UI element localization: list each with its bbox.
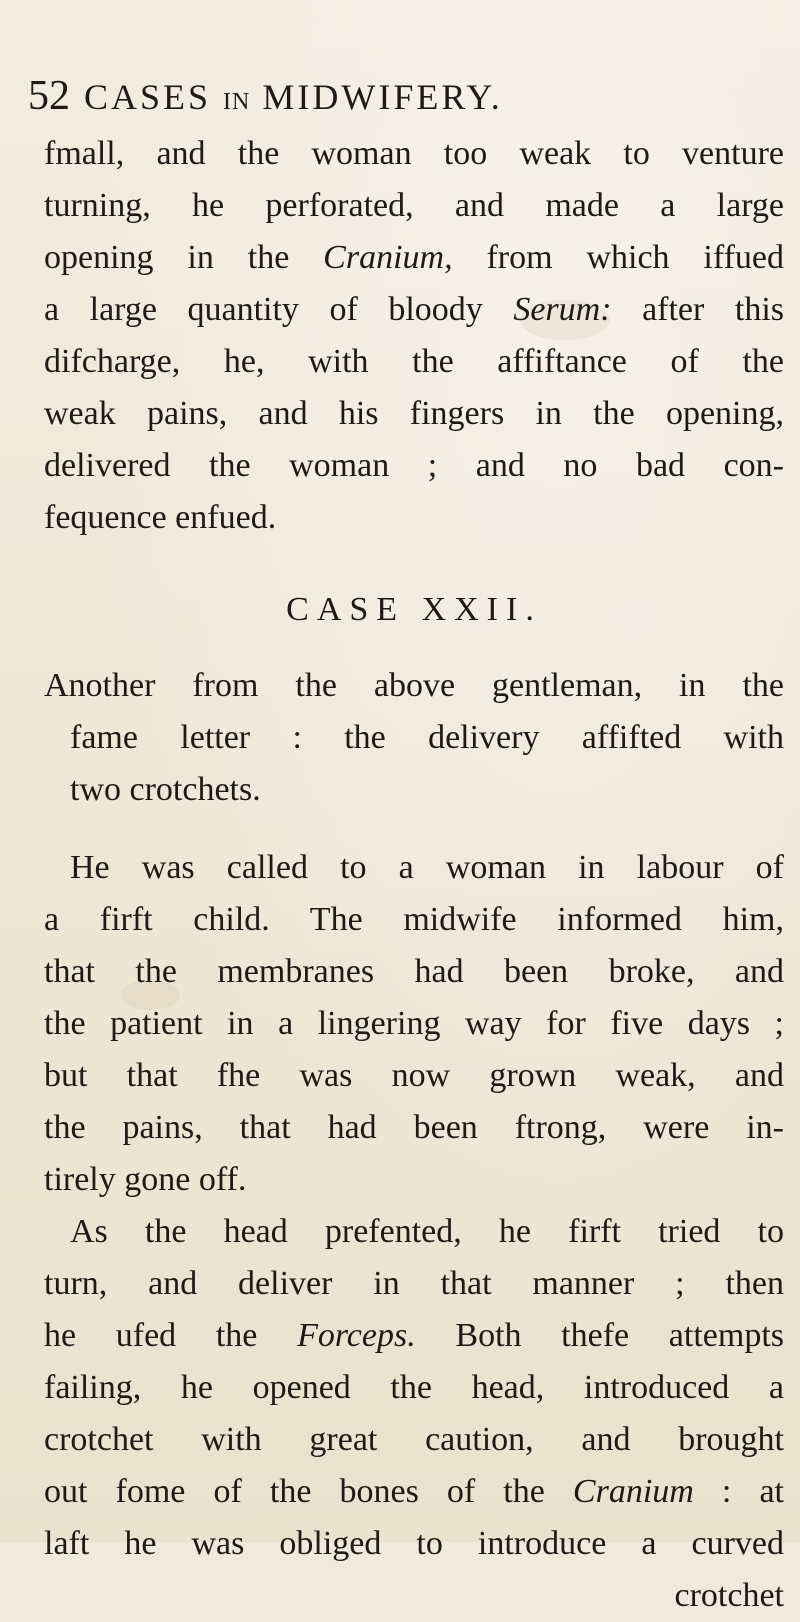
running-title-midwifery: MIDWIFERY. [262,77,503,117]
text-line [44,232,784,284]
text-line: a firft child. The midwife informed him, [44,901,784,938]
text-line: He was called to a woman in labour of [70,849,784,886]
italic-term: Cranium [572,1473,694,1510]
text-line: fmall, and the woman too weak to venture [44,135,784,172]
page-number: 52 [28,73,70,119]
text-line: that the membranes had been broke, and [44,953,784,990]
text-line: difcharge, he, with the affiftance of the [44,343,784,380]
catchword: crotchet [674,1577,784,1614]
italic-term: Serum: [513,291,612,328]
running-title [84,76,503,118]
text-line: turning, he perforated, and made a large [44,187,784,224]
text-run: opening in the [44,239,324,276]
italic-term: Cranium, [323,239,453,276]
text-line [44,1310,784,1362]
text-line: laft he was obliged to introduce a curved [44,1525,784,1562]
text-run: he ufed the [44,1317,298,1354]
text-line: but that fhe was now grown weak, and [44,1057,784,1094]
text-run: : at [693,1473,784,1510]
text-line: the pains, that had been ftrong, were in- [44,1109,784,1146]
text-line: two crotchets. [70,771,261,808]
text-line: weak pains, and his fingers in the opening, [44,395,784,432]
running-head [28,72,768,120]
text-run: Both thefe attempts [415,1317,784,1354]
text-line: failing, he opened the head, introduced a [44,1369,784,1406]
running-title-in: IN [223,89,251,115]
text-line: fame letter : the delivery affifted with [70,719,784,756]
text-run: out fome of the bones of the [44,1473,573,1510]
text-line [44,1466,784,1518]
text-line: Another from the above gentleman, in the [44,667,784,704]
page-text [44,128,784,1622]
paragraph-continued [44,128,784,544]
running-title-cases: CASES [84,77,212,117]
text-line [44,284,784,336]
case-summary [44,660,784,816]
case-heading: CASE XXII. [286,591,542,628]
case-body [44,842,784,1570]
text-line: the patient in a lingering way for five days ; [44,1005,784,1042]
text-line: delivered the woman ; and no bad con- [44,447,784,484]
text-line: crotchet with great caution, and brought [44,1421,784,1458]
text-line: fequence enfued. [44,499,277,536]
text-line: turn, and deliver in that manner ; then [44,1265,784,1302]
text-run: a large quantity of bloody [44,291,514,328]
text-line: As the head prefented, he firft tried to [70,1213,784,1250]
italic-term: Forceps. [297,1317,416,1354]
text-run: after this [611,291,785,328]
text-run: from which iffued [452,239,784,276]
text-line: tirely gone off. [44,1161,247,1198]
